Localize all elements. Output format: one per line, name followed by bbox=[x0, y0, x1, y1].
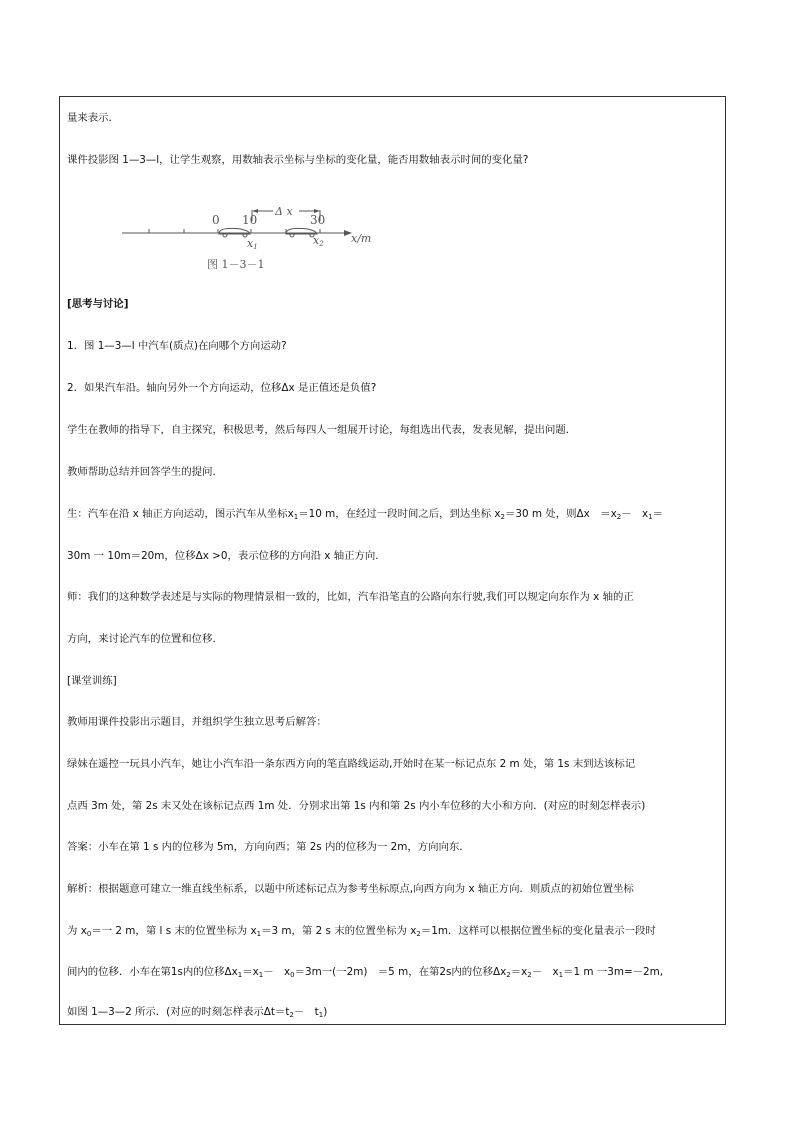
text-line: 生：汽车在沿 x 轴正方向运动，图示汽车从坐标$x_1=10$ m，在经过一段时间之后，到达坐标 $x_2=30$ m 处，则Δx $=x_2-$ $x_1=$ bbox=[67, 508, 663, 521]
number-line-figure bbox=[118, 200, 388, 275]
tick-label-10: 10 bbox=[242, 213, 258, 227]
text-line: 为 $x_0=$一 2 m，第 l s 末的位置坐标为 $x_1=3$ m，第 2 s 末的位置坐标为 $x_2=1m$．这样可以根据位置坐标的变化量表示一段时 bbox=[67, 925, 656, 938]
text-line: 量来表示． bbox=[67, 112, 119, 124]
text-line: 师：我们的这种数学表述是与实际的物理情景相一致的，比如，汽车沿笔直的公路向东行驶,我们可以规定向东作为 x 轴的正 bbox=[67, 591, 634, 603]
axis-unit-label: x/m bbox=[351, 232, 372, 245]
text-line: 方向，来讨论汽车的位置和位移． bbox=[67, 633, 223, 645]
text-line: 答案：小车在第 1 s 内的位移为 5m，方向向西；第 2s 内的位移为一 2m，方向向东． bbox=[67, 841, 470, 853]
tick-label-30: 30 bbox=[310, 213, 326, 227]
section-heading: [思考与讨论] bbox=[67, 298, 129, 310]
figure-caption: 图 1－3－1 bbox=[207, 258, 265, 271]
text-line: 课件投影图 1—3—l，让学生观察，用数轴表示坐标与坐标的变化量，能否用数轴表示时间的变化量? bbox=[67, 154, 529, 166]
text-line: 1．图 1—3—l 中汽车(质点)在向哪个方向运动? bbox=[67, 340, 287, 352]
text-line: 绿妹在遥控一玩具小汽车，她让小汽车沿一条东西方向的笔直路线运动,开始时在某一标记点东 2 m 处，第 1s 末到达该标记 bbox=[67, 758, 636, 770]
x2-label: x2 bbox=[313, 234, 324, 248]
text-line: 2．如果汽车沿。轴向另外一个方向运动，位移Δx 是正值还是负值? bbox=[67, 382, 377, 394]
text-line: 学生在教师的指导下，自主探究，积极思考，然后每四人一组展开讨论，每组选出代表，发表见解，提出问题． bbox=[67, 424, 577, 436]
delta-x-label: Δ x bbox=[275, 205, 293, 218]
text-line: 教师帮助总结并回答学生的提问． bbox=[67, 466, 223, 478]
text-line: 教师用课件投影出示题目，并组织学生独立思考后解答： bbox=[67, 716, 327, 728]
text-line: 如图 1—3—2 所示．(对应的时刻怎样表示$\Delta t=t_2-$ $t_1$) bbox=[67, 1006, 328, 1019]
text-line: 间内的位移．小车在第1s内的位移$\Delta x_1=x_1-$ $x_0=3m$一(一2m) ＝5 m，在第2s内的位移$\Delta x_2=x_2-$ $x_1=1$ m 一3m=－2m, bbox=[67, 966, 664, 979]
text-line: 解析：根据题意可建立一维直线坐标系，以题中所述标记点为参考坐标原点,向西方向为 x 轴正方向．则质点的初始位置坐标 bbox=[67, 883, 634, 895]
section-heading: [课堂训练] bbox=[67, 675, 117, 687]
x1-label: x1 bbox=[247, 237, 258, 251]
text-line: 点西 3m 处，第 2s 末又处在该标记点西 1m 处．分别求出第 1s 内和第 2s 内小车位移的大小和方向．(对应的时刻怎样表示) bbox=[67, 800, 646, 812]
text-line: 30m 一 10m＝20m，位移Δx >0，表示位移的方向沿 x 轴正方向． bbox=[67, 550, 386, 562]
tick-label-0: 0 bbox=[212, 213, 220, 227]
